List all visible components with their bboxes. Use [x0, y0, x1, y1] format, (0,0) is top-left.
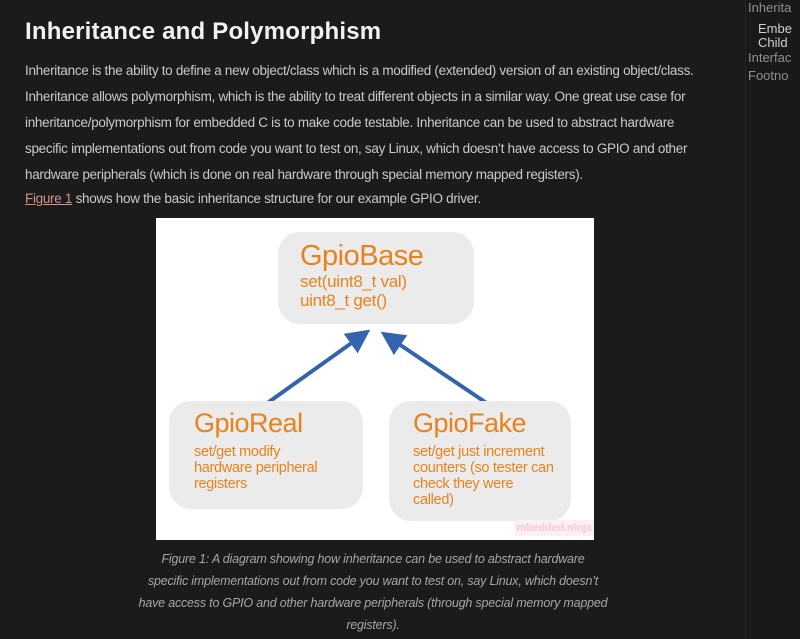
class-description: registers	[194, 476, 247, 492]
figure-reference-text: shows how the basic inheritance structure for our example GPIO driver.	[72, 191, 481, 206]
uml-node-gpioreal	[169, 401, 363, 509]
class-description: called)	[413, 492, 454, 508]
class-name: GpioReal	[194, 408, 303, 438]
class-method: uint8_t get()	[300, 291, 387, 310]
inheritance-diagram	[156, 218, 594, 540]
uml-node-gpiobase	[278, 232, 474, 324]
class-description: set/get modify	[194, 444, 281, 460]
figure-reference-line	[25, 186, 481, 212]
class-name: GpioBase	[300, 240, 424, 272]
toc-item-child-line1[interactable]: Embe	[758, 21, 792, 36]
watermark-badge: mbedded.ninja	[514, 520, 594, 536]
class-description: hardware peripheral	[194, 460, 318, 476]
intro-line: Inheritance allows polymorphism, which is the ability to treat different objects in a similar way. One great use case for	[25, 89, 686, 104]
class-description: counters (so tester can	[413, 460, 554, 476]
intro-line: Inheritance is the ability to define a new object/class which is a modified (extended) version of an existing object/class.	[25, 63, 694, 78]
caption-line: specific implementations out from code you want to test on, say Linux, which doesn’t	[147, 574, 599, 588]
figure-1-link[interactable]: Figure 1	[25, 191, 73, 206]
class-method: set(uint8_t val)	[300, 272, 407, 291]
intro-line: inheritance/polymorphism for embedded C is to make code testable. Inheritance can be used to abstract hardware	[25, 115, 675, 130]
toc-item-interfaces[interactable]: Interfac	[748, 50, 792, 65]
caption-line: registers).	[346, 618, 400, 632]
intro-line: specific implementations out from code you want to test on, say Linux, which doesn’t have access to GPIO and other	[25, 141, 688, 156]
toc-item-inheritance[interactable]: Inherita	[748, 0, 792, 15]
intro-paragraph	[25, 58, 740, 188]
table-of-contents-sidebar	[745, 0, 800, 639]
caption-line: have access to GPIO and other hardware peripherals (through special memory mapped	[138, 596, 608, 610]
caption-line: Figure 1: A diagram showing how inheritance can be used to abstract hardware	[161, 552, 585, 566]
figure-caption	[83, 548, 663, 636]
toc-item-footnotes[interactable]: Footno	[748, 68, 789, 83]
page-title: Inheritance and Polymorphism	[25, 18, 382, 45]
class-name: GpioFake	[413, 408, 527, 438]
class-description: set/get just increment	[413, 444, 545, 460]
class-description: check they were	[413, 476, 514, 492]
intro-line: hardware peripherals (which is done on real hardware through special memory mapped registers).	[25, 167, 583, 182]
toc-item-child-line2[interactable]: Child	[758, 35, 788, 50]
uml-node-gpiofake	[389, 401, 571, 521]
